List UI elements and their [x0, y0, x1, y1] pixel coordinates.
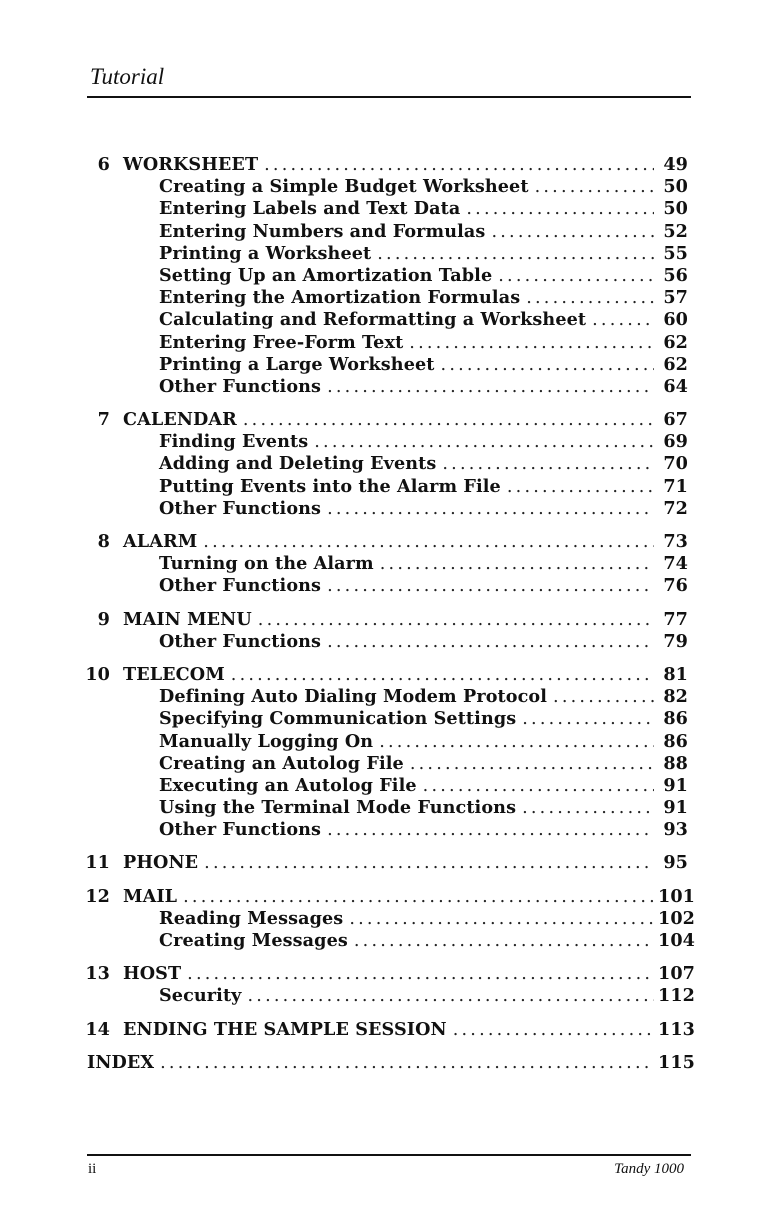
toc-section-entry — [0, 731, 783, 753]
toc-chapter-number: 7 — [97, 409, 110, 431]
toc-leader-dots — [349, 908, 654, 930]
toc-section-entry — [0, 309, 783, 331]
toc-section-entry — [0, 930, 783, 952]
toc-section-entry — [0, 797, 783, 819]
toc-entry-title: INDEX — [87, 1051, 155, 1073]
footer-divider — [87, 1154, 691, 1156]
toc-leader-dots — [248, 985, 654, 1007]
toc-entry-title: MAIN MENU — [123, 608, 252, 630]
toc-leader-dots — [243, 409, 654, 431]
toc-page-number: 56 — [663, 264, 688, 286]
toc-entry-title: ALARM — [123, 531, 198, 552]
toc-entry-title: ENDING THE SAMPLE SESSION — [123, 1018, 447, 1040]
toc-page-number: 52 — [663, 220, 688, 242]
toc-entry-title: Other Functions — [159, 575, 322, 597]
toc-entry-title: Other Functions — [159, 630, 322, 652]
toc-section-entry — [0, 753, 783, 775]
toc-page-number: 55 — [663, 242, 688, 264]
toc-section-entry — [0, 985, 783, 1007]
toc-entry-title: Turning on the Alarm — [159, 553, 374, 575]
toc-page-number: 86 — [663, 730, 688, 752]
toc-page-number: 101 — [658, 885, 696, 907]
toc-entry-title: Security — [159, 985, 242, 1007]
toc-entry-title: Creating an Autolog File — [159, 752, 404, 774]
toc-page-number: 76 — [663, 575, 688, 597]
toc-section-entry — [0, 431, 783, 453]
toc-leader-dots — [231, 664, 654, 686]
toc-chapter-number: 12 — [85, 885, 110, 907]
toc-entry-title: TELECOM — [123, 663, 225, 685]
toc-leader-dots — [327, 575, 654, 597]
toc-leader-dots — [264, 154, 654, 176]
toc-page-number: 74 — [663, 553, 688, 575]
toc-section-entry — [0, 476, 783, 498]
toc-entry-title: WORKSHEET — [123, 154, 259, 175]
toc-entry-title: PHONE — [123, 852, 199, 874]
toc-entry-title: Calculating and Reformatting a Worksheet — [159, 309, 587, 331]
toc-page-number: 67 — [663, 409, 688, 431]
toc-entry-title: Executing an Autolog File — [159, 774, 417, 796]
page-number: ii — [88, 1161, 97, 1177]
toc-chapter-number: 10 — [85, 663, 110, 685]
toc-section-entry — [0, 221, 783, 243]
toc-leader-dots — [553, 686, 654, 708]
toc-leader-dots — [327, 376, 654, 398]
toc-entry-title: CALENDAR — [123, 409, 237, 431]
toc-page-number: 95 — [663, 852, 688, 874]
toc-page-number: 62 — [663, 331, 688, 353]
toc-leader-dots — [258, 609, 654, 631]
toc-chapter-entry — [0, 154, 783, 176]
toc-entry-title: Entering Numbers and Formulas — [159, 220, 486, 242]
toc-entry-title: Creating Messages — [159, 930, 348, 951]
toc-chapter-entry — [0, 664, 783, 686]
toc-page-number: 81 — [663, 663, 688, 685]
toc-entry-title: Other Functions — [159, 375, 322, 397]
toc-page-number: 72 — [663, 497, 688, 519]
toc-leader-dots — [203, 531, 654, 553]
toc-section-entry — [0, 553, 783, 575]
toc-page-number: 93 — [663, 819, 688, 841]
toc-chapter-entry — [0, 409, 783, 431]
toc-leader-dots — [204, 852, 654, 874]
table-of-contents — [0, 154, 783, 1074]
header-divider — [87, 96, 691, 98]
toc-entry-title: Specifying Communication Settings — [159, 708, 517, 730]
toc-leader-dots — [526, 287, 654, 309]
toc-entry-title: Entering Free-Form Text — [159, 331, 404, 353]
toc-page-number: 79 — [663, 630, 688, 652]
toc-chapter-entry — [0, 609, 783, 631]
toc-page-number: 86 — [663, 708, 688, 730]
toc-section-entry — [0, 708, 783, 730]
toc-leader-dots — [507, 476, 654, 498]
toc-entry-title: Defining Auto Dialing Modem Protocol — [159, 686, 548, 708]
toc-leader-dots — [410, 753, 654, 775]
toc-chapter-entry — [0, 1019, 783, 1041]
toc-entry-title: Manually Logging On — [159, 730, 374, 752]
toc-page-number: 73 — [663, 531, 688, 552]
toc-section-entry — [0, 631, 783, 653]
toc-leader-dots — [423, 775, 654, 797]
toc-section-entry — [0, 376, 783, 398]
toc-chapter-number: 8 — [97, 531, 110, 552]
toc-page-number: 102 — [658, 907, 696, 929]
toc-section-entry — [0, 176, 783, 198]
toc-page-number: 113 — [658, 1018, 696, 1040]
toc-section-entry — [0, 287, 783, 309]
toc-entry-title: Setting Up an Amortization Table — [159, 264, 493, 286]
toc-page-number: 70 — [663, 453, 688, 475]
toc-section-entry — [0, 819, 783, 841]
toc-leader-dots — [327, 819, 654, 841]
toc-leader-dots — [327, 631, 654, 653]
toc-chapter-number: 9 — [97, 608, 110, 630]
toc-leader-dots — [522, 708, 654, 730]
toc-entry-title: Entering Labels and Text Data — [159, 198, 461, 220]
toc-page-number: 71 — [663, 475, 688, 497]
toc-leader-dots — [498, 265, 654, 287]
toc-leader-dots — [592, 309, 654, 331]
toc-page-number: 82 — [663, 686, 688, 708]
toc-leader-dots — [314, 431, 654, 453]
toc-entry-title: Printing a Large Worksheet — [159, 353, 435, 375]
toc-leader-dots — [466, 198, 654, 220]
toc-entry-title: Other Functions — [159, 819, 322, 841]
toc-chapter-number: 13 — [85, 963, 110, 985]
toc-entry-title: Printing a Worksheet — [159, 242, 372, 264]
toc-page-number: 88 — [663, 752, 688, 774]
toc-leader-dots — [522, 797, 654, 819]
toc-section-entry — [0, 198, 783, 220]
toc-leader-dots — [187, 963, 654, 985]
toc-entry-title: HOST — [123, 963, 182, 985]
toc-chapter-entry — [0, 531, 783, 553]
toc-section-entry — [0, 775, 783, 797]
toc-chapter-entry — [0, 886, 783, 908]
toc-page-number: 49 — [663, 154, 688, 175]
toc-page-number: 64 — [663, 375, 688, 397]
toc-leader-dots — [327, 498, 654, 520]
toc-leader-dots — [354, 930, 654, 952]
toc-entry-title: Entering the Amortization Formulas — [159, 287, 521, 309]
toc-section-entry — [0, 575, 783, 597]
toc-section-entry — [0, 243, 783, 265]
toc-leader-dots — [409, 332, 654, 354]
toc-entry-title: Using the Terminal Mode Functions — [159, 797, 517, 819]
toc-entry-title: Finding Events — [159, 431, 309, 453]
page-header-title: Tutorial — [90, 64, 165, 89]
toc-entry-title: Reading Messages — [159, 907, 344, 929]
toc-leader-dots — [380, 553, 654, 575]
toc-chapter-number: 14 — [85, 1018, 110, 1040]
toc-section-entry — [0, 332, 783, 354]
toc-section-entry — [0, 265, 783, 287]
toc-leader-dots — [453, 1019, 654, 1041]
toc-section-entry — [0, 453, 783, 475]
toc-leader-dots — [441, 354, 654, 376]
toc-page-number: 91 — [663, 774, 688, 796]
toc-entry-title: Creating a Simple Budget Worksheet — [159, 176, 529, 198]
toc-leader-dots — [183, 886, 654, 908]
toc-section-entry — [0, 686, 783, 708]
toc-page-number: 50 — [663, 176, 688, 198]
toc-page-number: 50 — [663, 198, 688, 220]
toc-page-number: 115 — [658, 1051, 696, 1073]
toc-entry-title: Putting Events into the Alarm File — [159, 475, 501, 497]
toc-entry-title: Other Functions — [159, 497, 322, 519]
toc-chapter-entry — [0, 963, 783, 985]
toc-chapter-entry — [0, 1052, 783, 1074]
toc-leader-dots — [491, 221, 654, 243]
toc-page-number: 62 — [663, 353, 688, 375]
footer-product-name: Tandy 1000 — [614, 1161, 684, 1177]
toc-page-number: 107 — [658, 963, 696, 985]
toc-page-number: 91 — [663, 797, 688, 819]
toc-section-entry — [0, 498, 783, 520]
toc-page-number: 112 — [658, 985, 696, 1007]
toc-leader-dots — [377, 243, 654, 265]
toc-entry-title: Adding and Deleting Events — [159, 453, 437, 475]
toc-entry-title: MAIL — [123, 885, 178, 907]
toc-chapter-number: 11 — [85, 852, 110, 874]
toc-leader-dots — [442, 453, 654, 475]
toc-page-number: 57 — [663, 287, 688, 309]
toc-leader-dots — [379, 731, 654, 753]
toc-page-number: 77 — [663, 608, 688, 630]
toc-section-entry — [0, 354, 783, 376]
toc-section-entry — [0, 908, 783, 930]
toc-leader-dots — [535, 176, 654, 198]
toc-chapter-number: 6 — [97, 154, 110, 175]
toc-leader-dots — [160, 1052, 654, 1074]
toc-page-number: 60 — [663, 309, 688, 331]
toc-page-number: 69 — [663, 431, 688, 453]
toc-chapter-entry — [0, 852, 783, 874]
toc-page-number: 104 — [658, 930, 696, 951]
